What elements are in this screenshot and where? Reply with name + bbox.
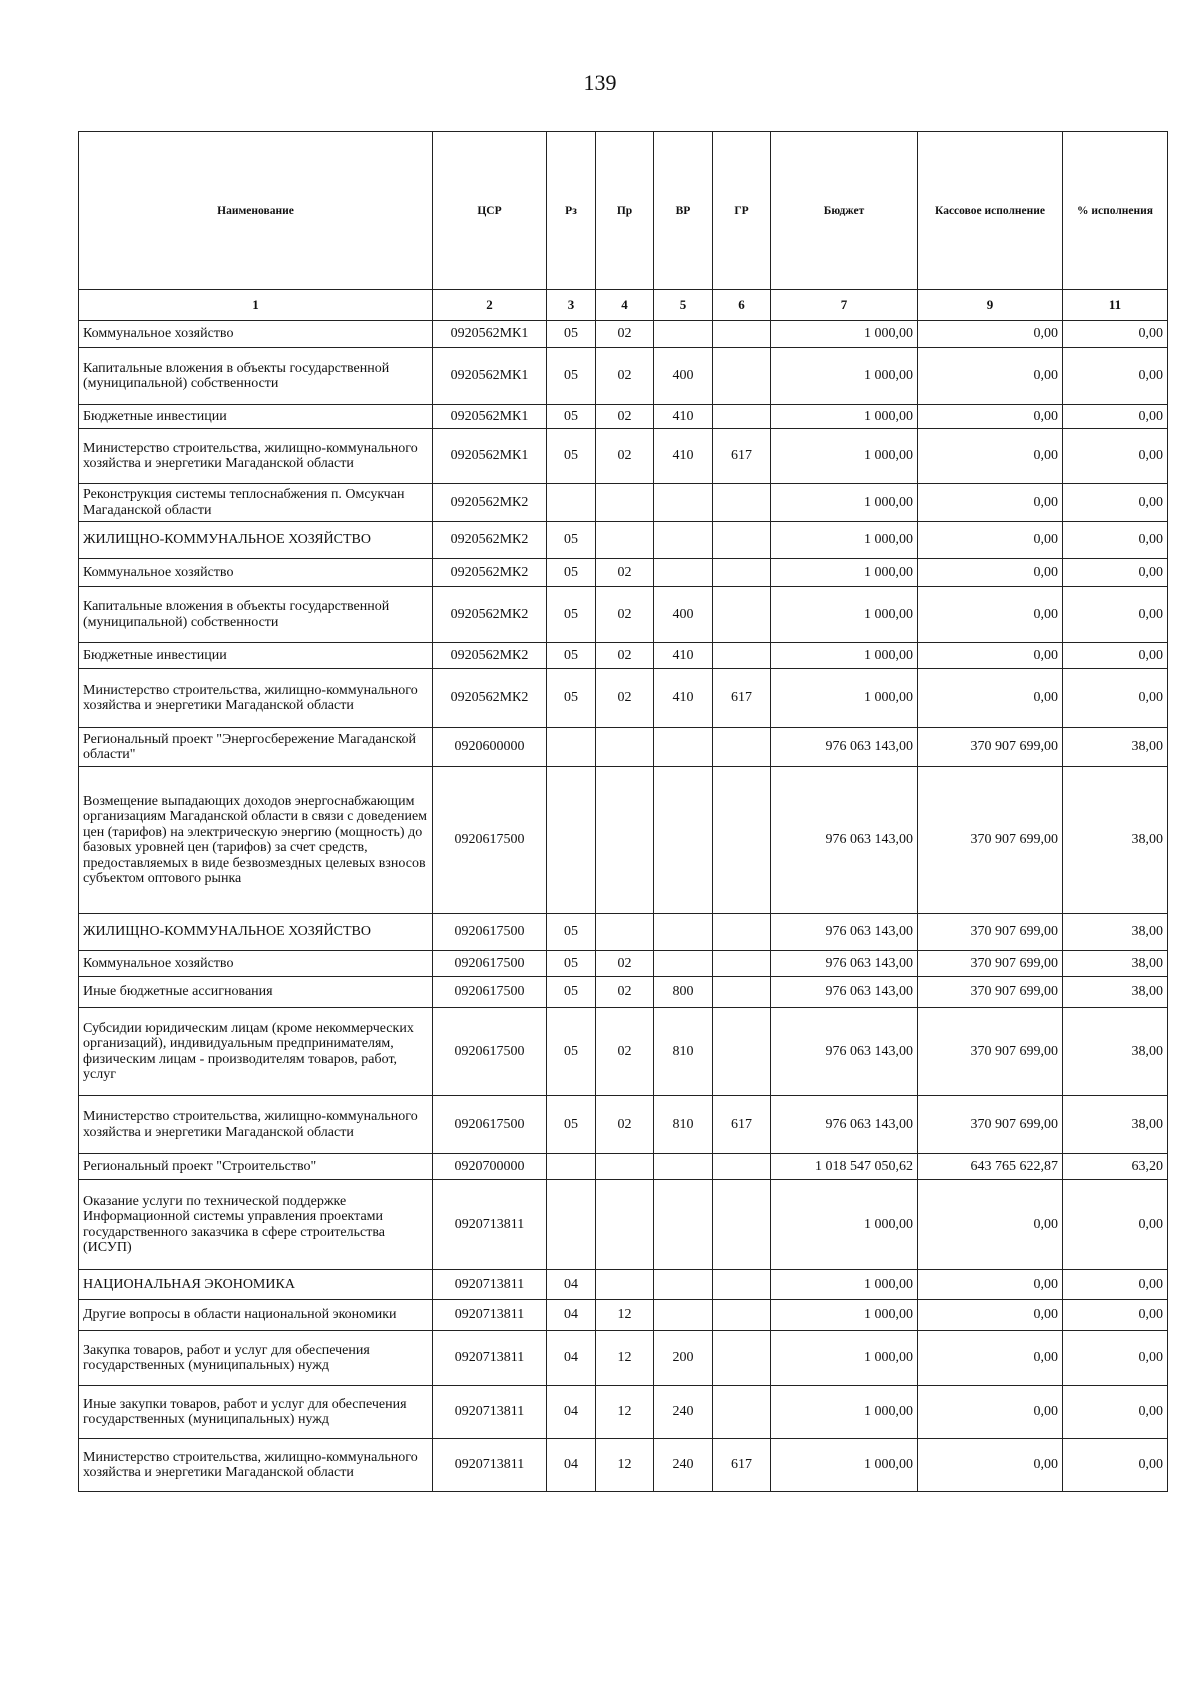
table-row	[79, 1270, 1168, 1300]
cell-rz	[547, 728, 596, 767]
cell-rz	[547, 1180, 596, 1270]
cell-vr	[654, 484, 713, 522]
cell-csr: 0920713811	[433, 1180, 547, 1270]
cell-vr: 410	[654, 643, 713, 669]
cell-name: Оказание услуги по технической поддержке Информационной системы управления проектами государственного заказчика в сфере строительства (ИСУП)	[79, 1180, 433, 1270]
cell-pr: 02	[596, 348, 654, 405]
cell-csr: 0920713811	[433, 1300, 547, 1331]
cell-gr	[713, 587, 771, 643]
cell-budget: 976 063 143,00	[771, 977, 918, 1008]
cell-csr: 0920617500	[433, 951, 547, 977]
cell-pr: 12	[596, 1439, 654, 1492]
cell-vr: 810	[654, 1096, 713, 1154]
cell-name: Иные бюджетные ассигнования	[79, 977, 433, 1008]
cell-csr: 0920617500	[433, 1008, 547, 1096]
table-row	[79, 1008, 1168, 1096]
header-row	[79, 132, 1168, 290]
cell-pct: 0,00	[1063, 1331, 1168, 1386]
cell-csr: 0920713811	[433, 1331, 547, 1386]
cell-pr: 02	[596, 1096, 654, 1154]
cell-cash: 643 765 622,87	[918, 1154, 1063, 1180]
cell-cash: 0,00	[918, 669, 1063, 728]
header-pr: Пр	[596, 132, 654, 290]
cell-gr	[713, 405, 771, 429]
cell-budget: 1 000,00	[771, 405, 918, 429]
table-row	[79, 1180, 1168, 1270]
cell-rz: 05	[547, 522, 596, 559]
cell-vr	[654, 728, 713, 767]
cell-rz: 05	[547, 977, 596, 1008]
cell-budget: 1 000,00	[771, 484, 918, 522]
cell-vr	[654, 522, 713, 559]
cell-pr	[596, 767, 654, 914]
cell-budget: 1 000,00	[771, 643, 918, 669]
table-row	[79, 559, 1168, 587]
cell-gr	[713, 522, 771, 559]
cell-vr: 400	[654, 587, 713, 643]
column-number: 9	[918, 290, 1063, 321]
cell-pr	[596, 1270, 654, 1300]
cell-name: Бюджетные инвестиции	[79, 405, 433, 429]
table-row	[79, 643, 1168, 669]
cell-csr: 0920562МК2	[433, 643, 547, 669]
cell-name: Субсидии юридическим лицам (кроме некоммерческих организаций), индивидуальным предпринимателям, физическим лицам - производителям товаров, работ, услуг	[79, 1008, 433, 1096]
cell-pr: 12	[596, 1386, 654, 1439]
cell-vr	[654, 1180, 713, 1270]
cell-cash: 0,00	[918, 559, 1063, 587]
header-gr: ГР	[713, 132, 771, 290]
cell-gr	[713, 767, 771, 914]
cell-vr	[654, 1270, 713, 1300]
cell-rz: 05	[547, 405, 596, 429]
cell-gr	[713, 1270, 771, 1300]
cell-vr	[654, 914, 713, 951]
cell-csr: 0920562МК2	[433, 559, 547, 587]
cell-gr: 617	[713, 669, 771, 728]
cell-csr: 0920713811	[433, 1386, 547, 1439]
cell-name: Капитальные вложения в объекты государственной (муниципальной) собственности	[79, 587, 433, 643]
table-row	[79, 669, 1168, 728]
cell-vr: 410	[654, 669, 713, 728]
cell-pct: 38,00	[1063, 767, 1168, 914]
cell-name: ЖИЛИЩНО-КОММУНАЛЬНОЕ ХОЗЯЙСТВО	[79, 914, 433, 951]
cell-rz	[547, 484, 596, 522]
cell-gr	[713, 484, 771, 522]
cell-vr: 240	[654, 1386, 713, 1439]
cell-vr	[654, 559, 713, 587]
cell-cash: 370 907 699,00	[918, 951, 1063, 977]
cell-budget: 1 018 547 050,62	[771, 1154, 918, 1180]
table-row	[79, 1439, 1168, 1492]
cell-pct: 0,00	[1063, 405, 1168, 429]
table-row	[79, 1386, 1168, 1439]
cell-cash: 0,00	[918, 348, 1063, 405]
table-row	[79, 484, 1168, 522]
cell-name: Коммунальное хозяйство	[79, 951, 433, 977]
column-number: 7	[771, 290, 918, 321]
cell-csr: 0920562МК1	[433, 321, 547, 348]
header-cash: Кассовое исполнение	[918, 132, 1063, 290]
table-row	[79, 1096, 1168, 1154]
cell-csr: 0920562МК1	[433, 429, 547, 484]
table-row	[79, 405, 1168, 429]
cell-rz: 05	[547, 914, 596, 951]
cell-pr: 02	[596, 405, 654, 429]
cell-gr	[713, 951, 771, 977]
header-budget: Бюджет	[771, 132, 918, 290]
cell-cash: 0,00	[918, 321, 1063, 348]
cell-cash: 0,00	[918, 484, 1063, 522]
cell-name: Региональный проект "Строительство"	[79, 1154, 433, 1180]
cell-name: Коммунальное хозяйство	[79, 559, 433, 587]
table-row	[79, 1154, 1168, 1180]
cell-cash: 370 907 699,00	[918, 977, 1063, 1008]
cell-name: Бюджетные инвестиции	[79, 643, 433, 669]
cell-vr: 400	[654, 348, 713, 405]
cell-rz	[547, 1154, 596, 1180]
cell-vr: 240	[654, 1439, 713, 1492]
cell-budget: 1 000,00	[771, 1386, 918, 1439]
cell-gr	[713, 643, 771, 669]
cell-rz	[547, 767, 596, 914]
cell-rz: 05	[547, 587, 596, 643]
budget-table	[78, 131, 1168, 1492]
header-name: Наименование	[79, 132, 433, 290]
cell-rz: 05	[547, 669, 596, 728]
cell-rz: 05	[547, 1096, 596, 1154]
table-row	[79, 348, 1168, 405]
cell-pct: 0,00	[1063, 587, 1168, 643]
cell-name: Министерство строительства, жилищно-коммунального хозяйства и энергетики Магаданской области	[79, 669, 433, 728]
cell-pct: 0,00	[1063, 484, 1168, 522]
cell-gr	[713, 1386, 771, 1439]
cell-gr	[713, 1331, 771, 1386]
cell-cash: 0,00	[918, 522, 1063, 559]
cell-csr: 0920617500	[433, 767, 547, 914]
table-row	[79, 1331, 1168, 1386]
cell-cash: 0,00	[918, 1180, 1063, 1270]
cell-name: Коммунальное хозяйство	[79, 321, 433, 348]
cell-pct: 0,00	[1063, 1386, 1168, 1439]
cell-budget: 1 000,00	[771, 1180, 918, 1270]
cell-budget: 1 000,00	[771, 348, 918, 405]
cell-pr	[596, 1154, 654, 1180]
table-row	[79, 1300, 1168, 1331]
cell-pct: 38,00	[1063, 1008, 1168, 1096]
cell-cash: 0,00	[918, 1331, 1063, 1386]
cell-pr: 02	[596, 559, 654, 587]
cell-vr: 410	[654, 405, 713, 429]
cell-pct: 0,00	[1063, 669, 1168, 728]
table-row	[79, 728, 1168, 767]
cell-rz: 05	[547, 1008, 596, 1096]
cell-gr	[713, 321, 771, 348]
cell-name: Закупка товаров, работ и услуг для обеспечения государственных (муниципальных) нужд	[79, 1331, 433, 1386]
cell-rz: 05	[547, 559, 596, 587]
cell-vr	[654, 321, 713, 348]
cell-cash: 370 907 699,00	[918, 767, 1063, 914]
cell-pr: 02	[596, 321, 654, 348]
cell-csr: 0920617500	[433, 914, 547, 951]
cell-gr	[713, 977, 771, 1008]
cell-csr: 0920562МК2	[433, 669, 547, 728]
cell-cash: 370 907 699,00	[918, 728, 1063, 767]
cell-name: НАЦИОНАЛЬНАЯ ЭКОНОМИКА	[79, 1270, 433, 1300]
cell-csr: 0920562МК2	[433, 587, 547, 643]
cell-pct: 38,00	[1063, 914, 1168, 951]
cell-budget: 976 063 143,00	[771, 728, 918, 767]
cell-budget: 976 063 143,00	[771, 1008, 918, 1096]
cell-name: Иные закупки товаров, работ и услуг для обеспечения государственных (муниципальных) нужд	[79, 1386, 433, 1439]
cell-vr: 200	[654, 1331, 713, 1386]
cell-budget: 1 000,00	[771, 1331, 918, 1386]
cell-budget: 1 000,00	[771, 669, 918, 728]
table-row	[79, 951, 1168, 977]
cell-budget: 976 063 143,00	[771, 1096, 918, 1154]
cell-pct: 0,00	[1063, 348, 1168, 405]
cell-pr: 12	[596, 1300, 654, 1331]
cell-csr: 0920713811	[433, 1439, 547, 1492]
cell-pct: 0,00	[1063, 1300, 1168, 1331]
table-row	[79, 321, 1168, 348]
cell-name: Министерство строительства, жилищно-коммунального хозяйства и энергетики Магаданской области	[79, 1096, 433, 1154]
cell-vr: 410	[654, 429, 713, 484]
cell-pct: 0,00	[1063, 1180, 1168, 1270]
cell-pr: 02	[596, 429, 654, 484]
cell-pct: 63,20	[1063, 1154, 1168, 1180]
cell-gr	[713, 559, 771, 587]
cell-csr: 0920600000	[433, 728, 547, 767]
cell-pr	[596, 914, 654, 951]
cell-pr	[596, 522, 654, 559]
column-number: 1	[79, 290, 433, 321]
page-number: 139	[583, 70, 617, 95]
cell-pct: 0,00	[1063, 321, 1168, 348]
cell-pct: 0,00	[1063, 643, 1168, 669]
cell-rz: 05	[547, 643, 596, 669]
cell-name: Возмещение выпадающих доходов энергоснабжающим организациям Магаданской области в связи с доведением цен (тарифов) на электрическую энергию (мощность) до базовых уровней цен (тарифов) за счет средств, предоставляемых в виде безвозмездных целевых взносов субъектом оптового рынка	[79, 767, 433, 914]
cell-pct: 38,00	[1063, 951, 1168, 977]
cell-name: Капитальные вложения в объекты государственной (муниципальной) собственности	[79, 348, 433, 405]
table-row	[79, 429, 1168, 484]
cell-csr: 0920617500	[433, 977, 547, 1008]
cell-budget: 1 000,00	[771, 321, 918, 348]
table-row	[79, 767, 1168, 914]
cell-gr	[713, 1300, 771, 1331]
cell-rz: 05	[547, 348, 596, 405]
column-number: 3	[547, 290, 596, 321]
cell-budget: 1 000,00	[771, 587, 918, 643]
cell-name: Министерство строительства, жилищно-коммунального хозяйства и энергетики Магаданской области	[79, 429, 433, 484]
cell-budget: 1 000,00	[771, 429, 918, 484]
cell-pr: 02	[596, 643, 654, 669]
cell-csr: 0920562МК2	[433, 522, 547, 559]
cell-name: Министерство строительства, жилищно-коммунального хозяйства и энергетики Магаданской области	[79, 1439, 433, 1492]
cell-gr	[713, 914, 771, 951]
cell-csr: 0920713811	[433, 1270, 547, 1300]
cell-pct: 38,00	[1063, 977, 1168, 1008]
cell-budget: 1 000,00	[771, 1300, 918, 1331]
cell-rz: 05	[547, 429, 596, 484]
cell-vr	[654, 951, 713, 977]
cell-cash: 0,00	[918, 1386, 1063, 1439]
cell-vr	[654, 1154, 713, 1180]
cell-cash: 0,00	[918, 1439, 1063, 1492]
cell-cash: 0,00	[918, 587, 1063, 643]
cell-budget: 1 000,00	[771, 522, 918, 559]
cell-pr: 02	[596, 669, 654, 728]
column-number-row	[79, 290, 1168, 321]
column-number: 6	[713, 290, 771, 321]
cell-rz: 04	[547, 1439, 596, 1492]
cell-vr: 810	[654, 1008, 713, 1096]
cell-cash: 0,00	[918, 643, 1063, 669]
table-row	[79, 587, 1168, 643]
cell-pct: 0,00	[1063, 1439, 1168, 1492]
table-row	[79, 522, 1168, 559]
cell-gr: 617	[713, 1096, 771, 1154]
cell-cash: 370 907 699,00	[918, 1008, 1063, 1096]
column-number: 11	[1063, 290, 1168, 321]
cell-gr: 617	[713, 429, 771, 484]
cell-csr: 0920562МК2	[433, 484, 547, 522]
cell-rz: 05	[547, 951, 596, 977]
header-csr: ЦСР	[433, 132, 547, 290]
cell-pr: 02	[596, 1008, 654, 1096]
cell-gr	[713, 1008, 771, 1096]
cell-pct: 0,00	[1063, 559, 1168, 587]
cell-pr: 02	[596, 977, 654, 1008]
cell-pr	[596, 1180, 654, 1270]
cell-cash: 0,00	[918, 429, 1063, 484]
cell-csr: 0920562МК1	[433, 405, 547, 429]
table-row	[79, 914, 1168, 951]
cell-cash: 370 907 699,00	[918, 914, 1063, 951]
cell-vr: 800	[654, 977, 713, 1008]
cell-rz: 04	[547, 1386, 596, 1439]
cell-pr	[596, 484, 654, 522]
cell-gr	[713, 728, 771, 767]
cell-budget: 976 063 143,00	[771, 951, 918, 977]
cell-name: ЖИЛИЩНО-КОММУНАЛЬНОЕ ХОЗЯЙСТВО	[79, 522, 433, 559]
cell-budget: 976 063 143,00	[771, 914, 918, 951]
cell-cash: 0,00	[918, 405, 1063, 429]
header-rz: Рз	[547, 132, 596, 290]
cell-pct: 0,00	[1063, 429, 1168, 484]
cell-csr: 0920617500	[433, 1096, 547, 1154]
cell-pct: 38,00	[1063, 1096, 1168, 1154]
cell-pct: 0,00	[1063, 1270, 1168, 1300]
cell-pct: 38,00	[1063, 728, 1168, 767]
cell-gr	[713, 1180, 771, 1270]
cell-name: Реконструкция системы теплоснабжения п. Омсукчан Магаданской области	[79, 484, 433, 522]
column-number: 4	[596, 290, 654, 321]
cell-cash: 0,00	[918, 1300, 1063, 1331]
cell-gr	[713, 1154, 771, 1180]
cell-vr	[654, 1300, 713, 1331]
cell-budget: 1 000,00	[771, 1439, 918, 1492]
cell-budget: 1 000,00	[771, 1270, 918, 1300]
cell-pr: 02	[596, 951, 654, 977]
cell-cash: 370 907 699,00	[918, 1096, 1063, 1154]
cell-pr: 12	[596, 1331, 654, 1386]
cell-gr: 617	[713, 1439, 771, 1492]
table-row	[79, 977, 1168, 1008]
cell-vr	[654, 767, 713, 914]
header-pct: % исполнения	[1063, 132, 1168, 290]
cell-csr: 0920700000	[433, 1154, 547, 1180]
cell-name: Другие вопросы в области национальной экономики	[79, 1300, 433, 1331]
column-number: 2	[433, 290, 547, 321]
cell-rz: 04	[547, 1270, 596, 1300]
cell-rz: 04	[547, 1331, 596, 1386]
cell-csr: 0920562МК1	[433, 348, 547, 405]
column-number: 5	[654, 290, 713, 321]
cell-budget: 976 063 143,00	[771, 767, 918, 914]
header-vr: ВР	[654, 132, 713, 290]
cell-pr	[596, 728, 654, 767]
cell-name: Региональный проект "Энергосбережение Магаданской области"	[79, 728, 433, 767]
cell-rz: 05	[547, 321, 596, 348]
cell-pct: 0,00	[1063, 522, 1168, 559]
cell-rz: 04	[547, 1300, 596, 1331]
cell-gr	[713, 348, 771, 405]
table-body	[79, 321, 1168, 1492]
cell-budget: 1 000,00	[771, 559, 918, 587]
cell-pr: 02	[596, 587, 654, 643]
cell-cash: 0,00	[918, 1270, 1063, 1300]
